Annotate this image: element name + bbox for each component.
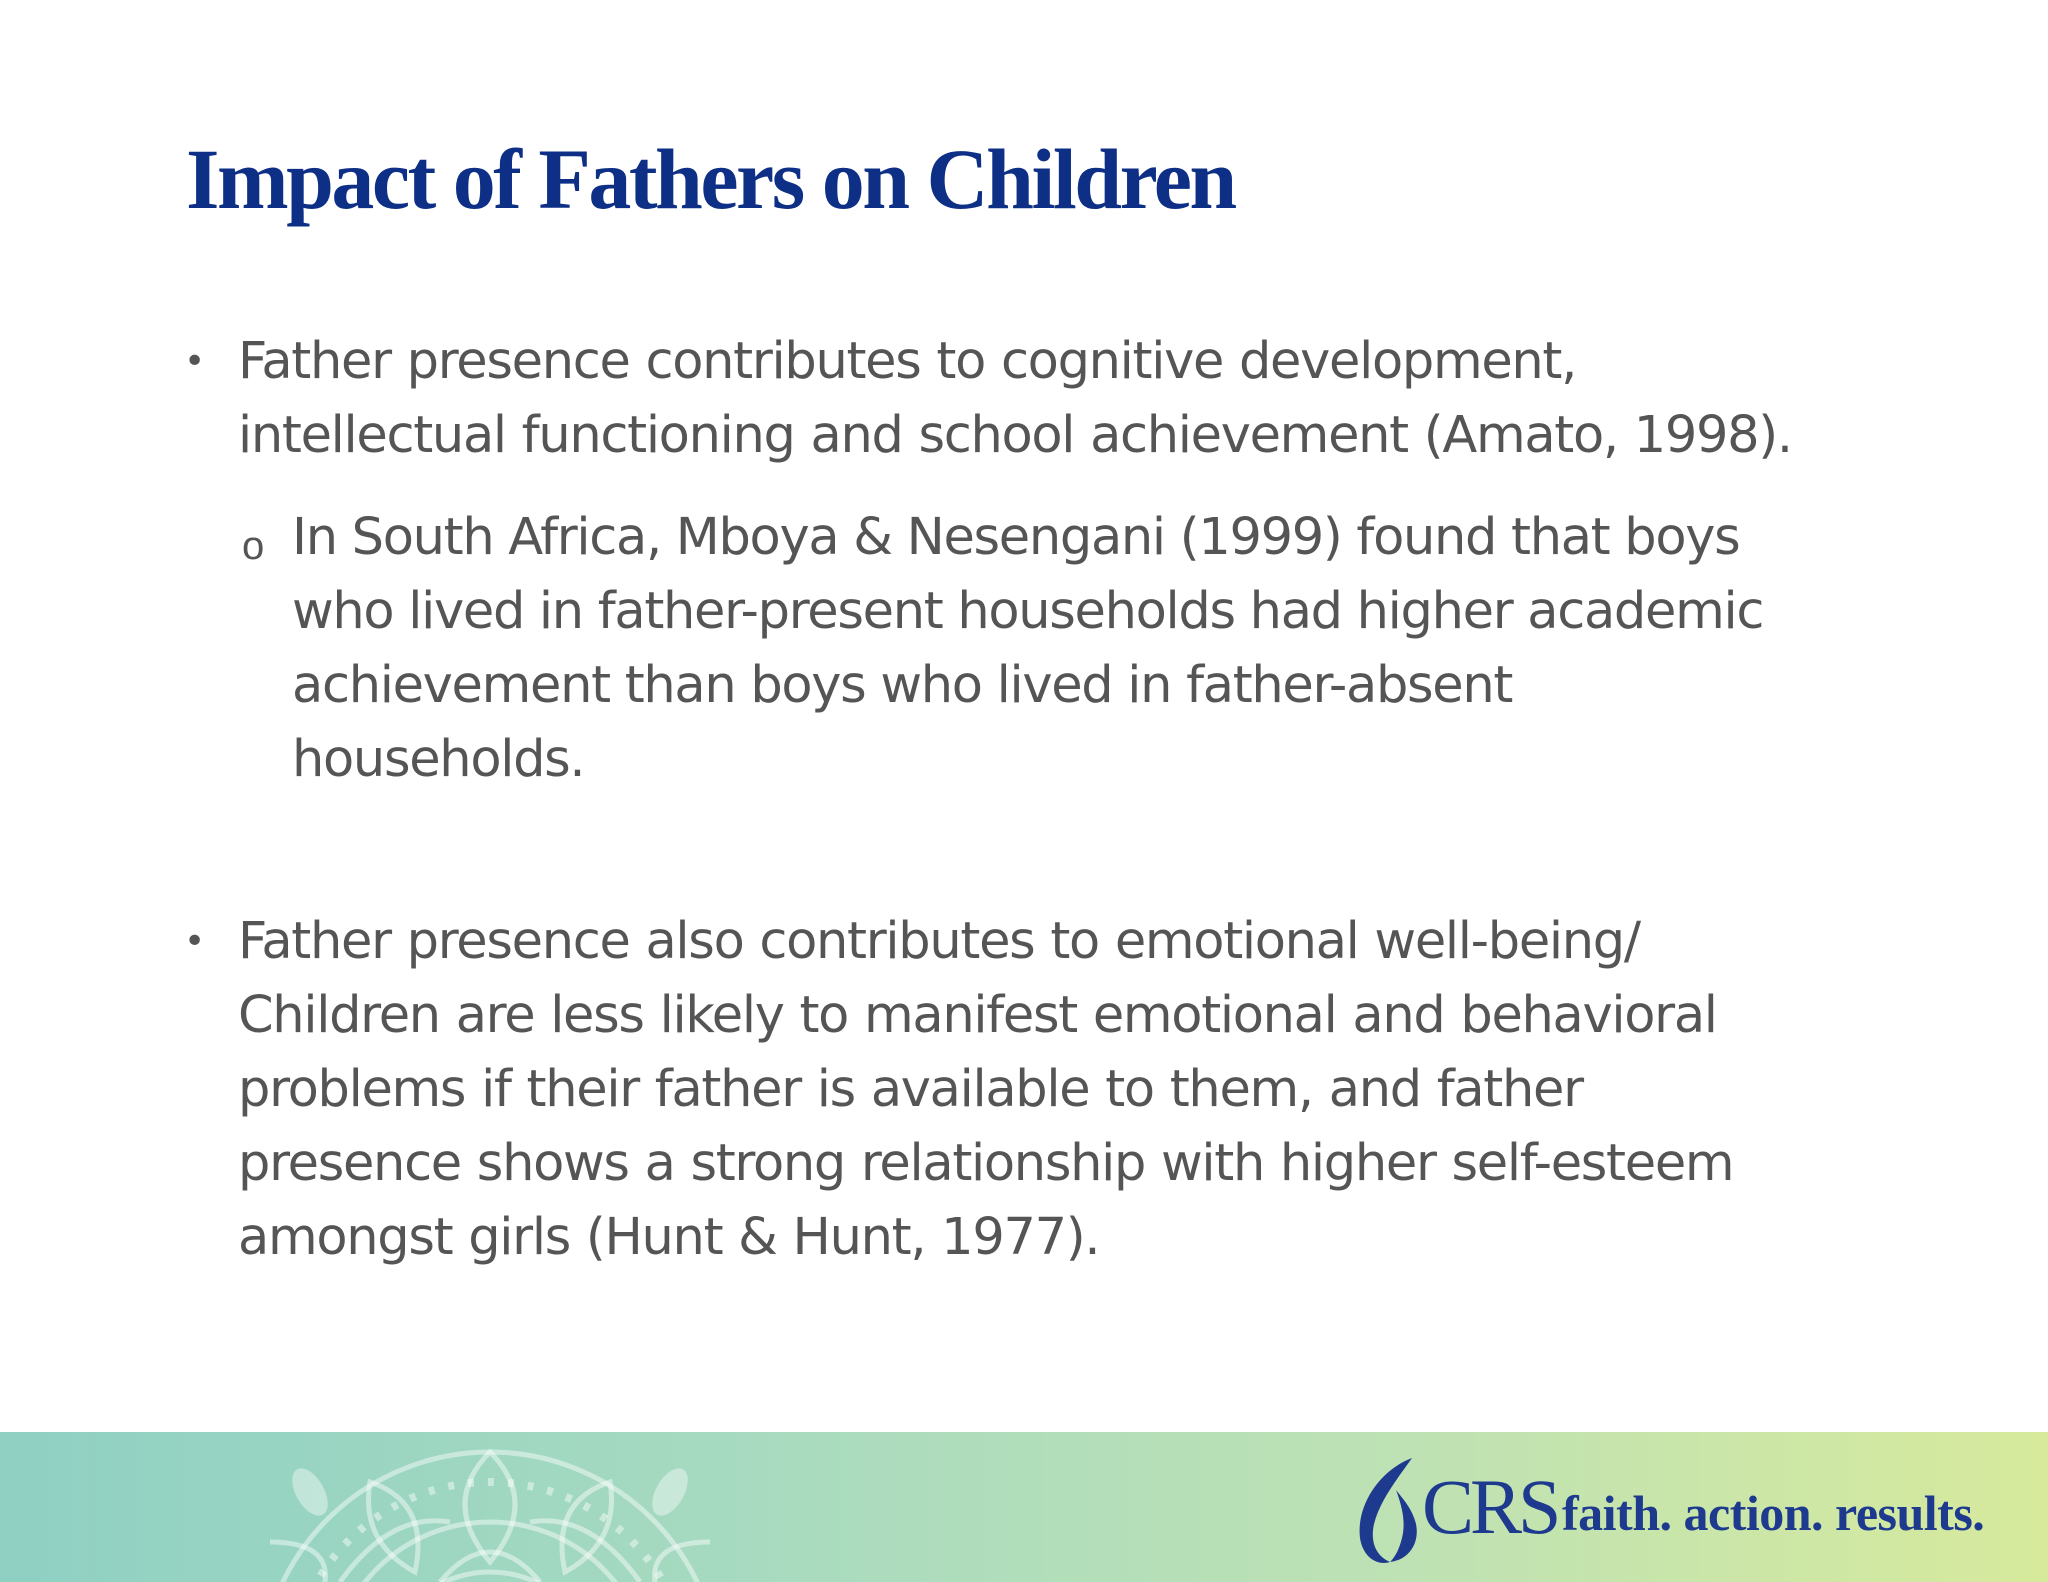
bullet-item xyxy=(180,325,1880,473)
bullet-text-line: Father presence contributes to cognitive development, xyxy=(238,332,1577,391)
sub-bullet-text-line: In South Africa, Mboya & Nesengani (1999) found that boys xyxy=(292,508,1740,567)
bullet-text-line: problems if their father is available to them, and father xyxy=(238,1060,1583,1119)
footer-band xyxy=(0,1432,2048,1582)
bullet-text-line: Children are less likely to manifest emotional and behavioral xyxy=(238,986,1717,1045)
bullet-text-line: Father presence also contributes to emotional well-being/ xyxy=(238,912,1640,971)
bullet-text-line: intellectual functioning and school achievement (Amato, 1998). xyxy=(238,406,1792,465)
sub-bullet-text-line: achievement than boys who lived in father-absent xyxy=(292,656,1513,715)
logo-text: CRS xyxy=(1422,1463,1558,1550)
bullet-marker: • xyxy=(184,341,204,382)
sub-bullet-text-line: who lived in father-present households had higher academic xyxy=(292,582,1764,641)
slide-title: Impact of Fathers on Children xyxy=(186,131,1235,227)
crs-logo xyxy=(1350,1450,2000,1570)
crs-flame-icon xyxy=(1350,1450,1430,1570)
bullet-item xyxy=(180,905,1880,1275)
slide-content xyxy=(180,325,1880,1275)
mandala-pattern-icon xyxy=(160,1432,820,1582)
bullet-text-line: presence shows a strong relationship with higher self-esteem xyxy=(238,1134,1734,1193)
bullet-text-line: amongst girls (Hunt & Hunt, 1977). xyxy=(238,1208,1100,1267)
spacer xyxy=(180,797,1880,905)
sub-bullet-text-line: households. xyxy=(292,730,585,789)
bullet-marker: • xyxy=(184,921,204,962)
logo-tagline: faith. action. results. xyxy=(1562,1485,1985,1541)
sub-bullet-item xyxy=(180,501,1880,797)
sub-bullet-marker: o xyxy=(242,524,263,568)
